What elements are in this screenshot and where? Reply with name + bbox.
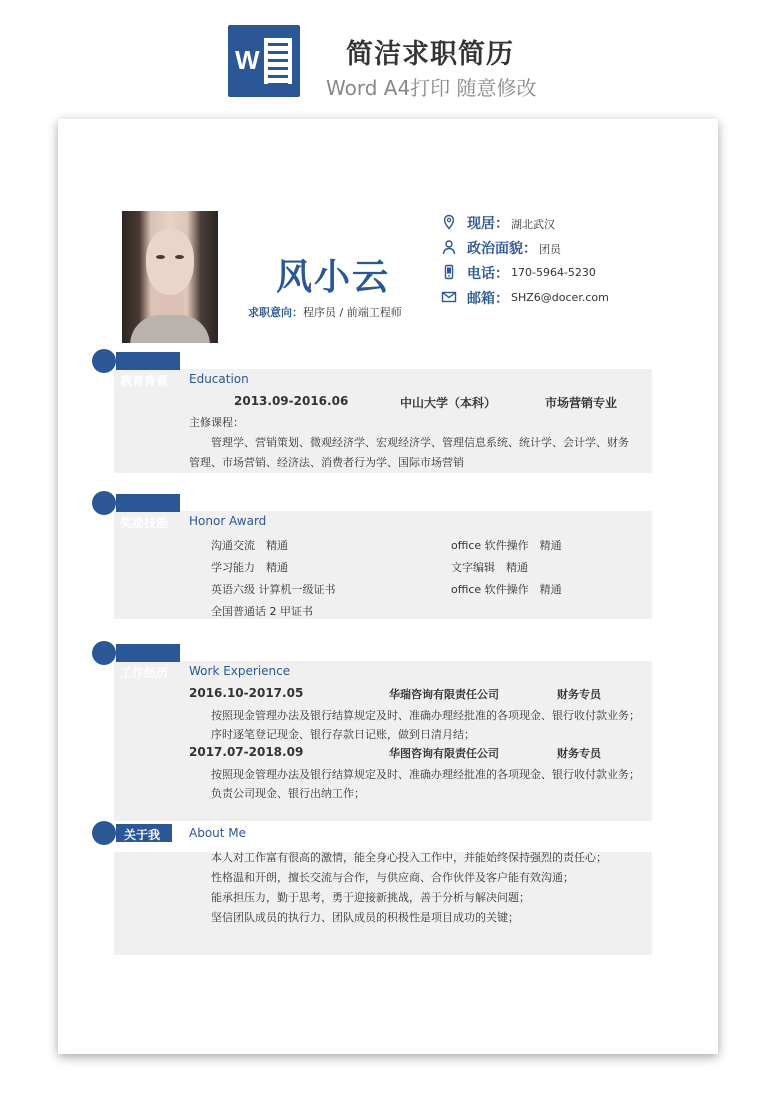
job-intent: [248, 304, 402, 320]
candidate-name: 风小云: [276, 257, 391, 298]
job-company: 华瑞咨询有限责任公司: [389, 688, 499, 701]
section-bullet: [92, 641, 116, 665]
about-line: 本人对工作富有很高的激情，能全身心投入工作中，并能始终保持强烈的责任心；: [211, 851, 607, 864]
job-position: 财务专员: [557, 688, 601, 701]
section-education: [92, 349, 658, 475]
honor-item: office 软件操作 精通: [451, 539, 562, 552]
profile-photo: [122, 211, 218, 343]
section-title-en: Education: [189, 372, 249, 386]
job-period: 2016.10-2017.05: [189, 686, 304, 700]
section-title-cn: 奖励技能: [120, 516, 169, 530]
contact-email-label: 邮箱：: [467, 291, 509, 307]
section-honor: [92, 491, 658, 621]
honor-item: 沟通交流 精通: [211, 539, 288, 552]
contact-political-label: 政治面貌：: [467, 241, 537, 257]
honor-item: 全国普通话 2 甲证书: [211, 605, 313, 618]
contact-phone-label: 电话：: [467, 266, 509, 282]
section-bullet: [92, 821, 116, 845]
section-about: [92, 821, 658, 957]
job-position: 财务专员: [557, 747, 601, 760]
job-period: 2017.07-2018.09: [189, 745, 304, 759]
person-icon: [441, 239, 457, 255]
location-icon: [441, 214, 457, 230]
section-title-en: Honor Award: [189, 514, 267, 528]
honor-item: 学习能力 精通: [211, 561, 288, 574]
courses-label: 主修课程：: [189, 416, 244, 429]
banner-title: 简洁求职简历: [346, 39, 514, 70]
contact-phone-value: 170-5964-5230: [511, 266, 596, 279]
job-desc-line: 按照现金管理办法及银行结算规定及时、准确办理经批准的各项现金、银行收付款业务；: [211, 768, 640, 781]
contact-location-label: 现居：: [467, 216, 509, 232]
job-intent-label: 求职意向：: [248, 306, 303, 319]
job-desc-line: 按照现金管理办法及银行结算规定及时、准确办理经批准的各项现金、银行收付款业务；: [211, 709, 640, 722]
courses-line-1: 管理学、营销策划、微观经济学、宏观经济学、管理信息系统、统计学、会计学、财务: [211, 436, 629, 449]
mail-icon: [441, 289, 457, 305]
section-work: [92, 641, 658, 823]
section-title-cn: 关于我: [124, 828, 161, 842]
about-line: 能承担压力，勤于思考，勇于迎接新挑战，善于分析与解决问题；: [211, 891, 530, 904]
honor-item: office 软件操作 精通: [451, 583, 562, 596]
section-title-en: Work Experience: [189, 664, 291, 678]
job-desc-line: 负责公司现金、银行出纳工作；: [211, 787, 365, 800]
job-company: 华图咨询有限责任公司: [389, 747, 499, 760]
contact-email-value: SHZ6@docer.com: [511, 291, 609, 304]
contact-location-value: 湖北武汉: [511, 218, 555, 231]
section-title-cn: 工作经历: [120, 666, 169, 680]
section-bullet: [92, 491, 116, 515]
section-title-cn: 教育背景: [120, 374, 169, 388]
courses-line-2: 管理、市场营销、经济法、消费者行为学、国际市场营销: [189, 456, 464, 469]
contact-political-value: 团员: [539, 243, 561, 256]
section-bullet: [92, 349, 116, 373]
section-title-en: About Me: [189, 826, 247, 840]
phone-icon: [441, 264, 457, 280]
edu-major: 市场营销专业: [545, 396, 618, 410]
banner-subtitle: Word A4打印 随意修改: [326, 76, 537, 100]
edu-period: 2013.09-2016.06: [234, 394, 349, 408]
edu-school: 中山大学（本科）: [400, 396, 497, 410]
header-banner: [0, 0, 774, 118]
job-intent-value: 程序员 / 前端工程师: [303, 306, 402, 319]
logo-letter: W: [235, 45, 260, 75]
honor-item: 英语六级 计算机一级证书: [211, 583, 336, 596]
resume-page: [58, 119, 718, 1054]
about-line: 性格温和开朗，擅长交流与合作，与供应商、合作伙伴及客户能有效沟通；: [211, 871, 574, 884]
word-logo-icon: [228, 25, 300, 97]
about-line: 坚信团队成员的执行力、团队成员的积极性是项目成功的关键；: [211, 911, 519, 924]
job-desc-line: 序时逐笔登记现金、银行存款日记账，做到日清月结；: [211, 728, 475, 741]
honor-item: 文字编辑 精通: [451, 561, 528, 574]
